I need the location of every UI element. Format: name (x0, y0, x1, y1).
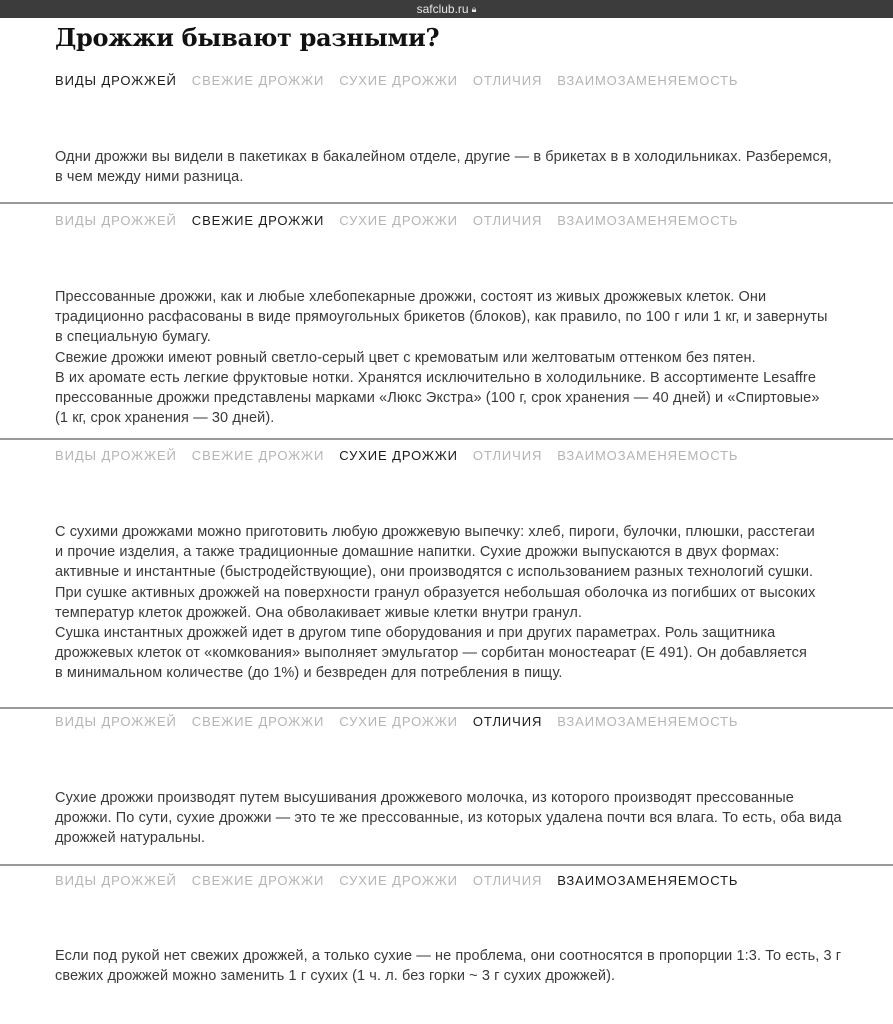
tab-dry[interactable]: СУХИЕ ДРОЖЖИ (339, 213, 458, 228)
tab-dry[interactable]: СУХИЕ ДРОЖЖИ (339, 448, 458, 463)
section-divider (0, 202, 893, 204)
tab-fresh[interactable]: СВЕЖИЕ ДРОЖЖИ (191, 448, 325, 463)
section-tabs (55, 872, 753, 890)
section-text (55, 522, 891, 684)
section-tabs (55, 72, 753, 90)
text-line: Прессованные дрожжи, как и любые хлебопекарные дрожжи, состоят из живых дрожжевых клеток. Они (55, 289, 767, 305)
section-divider (0, 864, 893, 866)
tab-differences[interactable]: ОТЛИЧИЯ (472, 448, 543, 463)
section-tabs (55, 212, 753, 230)
text-line: прессованные дрожжи представлены марками «Люкс Экстра» (100 г, срок хранения — 40 дней) и «Спиртовые» (55, 390, 820, 407)
text-line: Одни дрожжи вы видели в пакетиках в бакалейном отделе, другие — в брикетах в в холодильниках. Разберемся, (55, 149, 832, 165)
section-tabs (55, 447, 753, 465)
tab-interchangeability[interactable]: ВЗАИМОЗАМЕНЯЕМОСТЬ (557, 714, 739, 729)
text-line: Сушка инстантных дрожжей идет в другом типе оборудования и при других параметрах. Роль защитника (55, 625, 776, 642)
tab-types[interactable]: ВИДЫ ДРОЖЖЕЙ (55, 73, 177, 88)
lock-icon: 🔒︎ (471, 4, 477, 14)
tab-differences[interactable]: ОТЛИЧИЯ (472, 213, 543, 228)
text-line: (1 кг, срок хранения — 30 дней). (55, 410, 275, 427)
text-line: температур клеток дрожжей. Она обволакивает живые клетки внутри гранул. (55, 604, 583, 621)
text-line: Сухие дрожжи производят путем высушивания дрожжевого молочка, из которого производят прессованные (55, 790, 794, 806)
text-line: активные и инстантные (быстродействующие), они производятся с использованием разных технологий сушки. (55, 564, 814, 581)
tab-differences[interactable]: ОТЛИЧИЯ (472, 714, 543, 729)
section-text (55, 147, 891, 187)
tab-types[interactable]: ВИДЫ ДРОЖЖЕЙ (55, 873, 177, 888)
text-line: и прочие изделия, а также традиционные домашние напитки. Сухие дрожжи выпускаются в двух формах: (55, 544, 780, 561)
text-line: Если под рукой нет свежих дрожжей, а только сухие — не проблема, они соотносятся в пропорции 1:3. То есть, 3 г (55, 948, 842, 964)
tab-interchangeability[interactable]: ВЗАИМОЗАМЕНЯЕМОСТЬ (557, 448, 739, 463)
tab-fresh[interactable]: СВЕЖИЕ ДРОЖЖИ (191, 73, 325, 88)
url-text[interactable]: safclub.ru (416, 2, 469, 16)
section-text (55, 946, 891, 986)
browser-url-bar[interactable] (0, 0, 893, 18)
text-line: дрожжей натуральны. (55, 830, 206, 847)
tab-interchangeability[interactable]: ВЗАИМОЗАМЕНЯЕМОСТЬ (557, 873, 739, 888)
tab-dry[interactable]: СУХИЕ ДРОЖЖИ (339, 73, 458, 88)
tab-differences[interactable]: ОТЛИЧИЯ (472, 873, 543, 888)
tab-interchangeability[interactable]: ВЗАИМОЗАМЕНЯЕМОСТЬ (557, 213, 739, 228)
tab-fresh[interactable]: СВЕЖИЕ ДРОЖЖИ (191, 213, 325, 228)
text-line: в чем между ними разница. (55, 169, 244, 186)
text-line: дрожжевых клеток от «комкования» выполняет эмульгатор — сорбитан моностеарат (Е 491). Он добавляется (55, 645, 807, 662)
tab-fresh[interactable]: СВЕЖИЕ ДРОЖЖИ (191, 714, 325, 729)
tab-differences[interactable]: ОТЛИЧИЯ (472, 73, 543, 88)
text-line: дрожжи. По сути, сухие дрожжи — это те же прессованные, из которых удалена почти вся влага. То есть, оба вида (55, 810, 842, 827)
tab-dry[interactable]: СУХИЕ ДРОЖЖИ (339, 873, 458, 888)
tab-types[interactable]: ВИДЫ ДРОЖЖЕЙ (55, 448, 177, 463)
text-line: в специальную бумагу. (55, 329, 211, 346)
text-line: свежих дрожжей можно заменить 1 г сухих (1 ч. л. без горки ~ 3 г сухих дрожжей). (55, 968, 616, 985)
tab-types[interactable]: ВИДЫ ДРОЖЖЕЙ (55, 213, 177, 228)
tab-fresh[interactable]: СВЕЖИЕ ДРОЖЖИ (191, 873, 325, 888)
tab-types[interactable]: ВИДЫ ДРОЖЖЕЙ (55, 714, 177, 729)
text-line: При сушке активных дрожжей на поверхности гранул образуется небольшая оболочка из погибших от высоких (55, 584, 816, 601)
section-text (55, 287, 891, 428)
tab-interchangeability[interactable]: ВЗАИМОЗАМЕНЯЕМОСТЬ (557, 73, 739, 88)
text-line: традиционно расфасованы в виде прямоугольных брикетов (блоков), как правило, по 100 г или 1 кг, и завернуты (55, 309, 828, 326)
text-line: Свежие дрожжи имеют ровный светло-серый цвет с кремоватым или желтоватым оттенком без пятен. (55, 349, 756, 366)
text-line: в минимальном количестве (до 1%) и безвреден для потребления в пищу. (55, 665, 563, 682)
text-line: С сухими дрожжами можно приготовить любую дрожжевую выпечку: хлеб, пироги, булочки, плюшки, расстегаи (55, 524, 815, 540)
section-tabs (55, 713, 753, 731)
page-title: Дрожжи бывают разными? (55, 23, 440, 52)
section-divider (0, 438, 893, 440)
text-line: В их аромате есть легкие фруктовые нотки. Хранятся исключительно в холодильнике. В ассортименте Lesaffre (55, 369, 817, 386)
section-text (55, 788, 891, 849)
tab-dry[interactable]: СУХИЕ ДРОЖЖИ (339, 714, 458, 729)
section-divider (0, 707, 893, 709)
